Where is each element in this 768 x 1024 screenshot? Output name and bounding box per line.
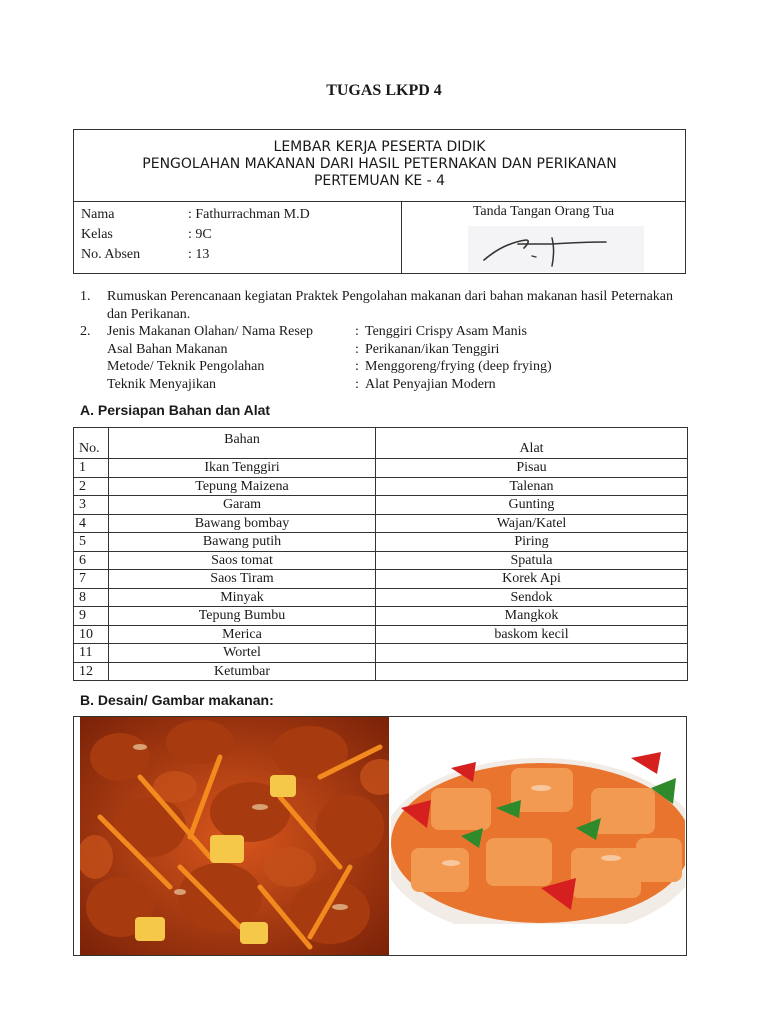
cell-no: 10 [74, 625, 109, 644]
cell-bahan: Bawang putih [109, 533, 376, 552]
table-row [74, 644, 688, 663]
plan-item-2 [80, 323, 680, 393]
signature-cell [402, 202, 685, 274]
plan-item-2-number: 2. [80, 324, 91, 339]
cell-alat: Mangkok [376, 607, 688, 626]
cell-bahan: Merica [109, 625, 376, 644]
cell-bahan: Garam [109, 496, 376, 515]
cell-bahan: Saos Tiram [109, 570, 376, 589]
table-row [74, 588, 688, 607]
identity-row-absen [81, 245, 401, 265]
heading-line-2: PENGOLAHAN MAKANAN DARI HASIL PETERNAKAN DAN PERIKANAN [142, 156, 617, 172]
table-row [74, 662, 688, 681]
cell-alat: Sendok [376, 588, 688, 607]
table-row [74, 459, 688, 478]
header-alat: Alat [376, 428, 688, 459]
cell-alat: Gunting [376, 496, 688, 515]
worksheet-heading [74, 130, 685, 202]
identity-section [74, 202, 685, 274]
cell-alat: baskom kecil [376, 625, 688, 644]
materials-tools-table [73, 427, 688, 681]
recipe-key: Metode/ Teknik Pengolahan [107, 359, 265, 374]
table-row [74, 533, 688, 552]
table-row [74, 607, 688, 626]
cell-alat [376, 662, 688, 681]
plan-section [80, 288, 680, 393]
table-header-row [74, 428, 688, 459]
recipe-separator: : [355, 324, 359, 339]
recipe-value: Perikanan/ikan Tenggiri [365, 341, 500, 357]
food-images-box [73, 716, 687, 956]
worksheet-header-box [73, 129, 686, 274]
table-row [74, 551, 688, 570]
cell-bahan: Ketumbar [109, 662, 376, 681]
recipe-value: Tenggiri Crispy Asam Manis [365, 324, 527, 339]
cell-no: 2 [74, 477, 109, 496]
identity-row-kelas [81, 225, 401, 245]
cell-bahan: Tepung Bumbu [109, 607, 376, 626]
absen-label: No. Absen [81, 247, 141, 262]
cell-no: 3 [74, 496, 109, 515]
cell-alat: Wajan/Katel [376, 514, 688, 533]
cell-bahan: Ikan Tenggiri [109, 459, 376, 478]
cell-no: 5 [74, 533, 109, 552]
header-bahan: Bahan [109, 428, 376, 459]
recipe-row [107, 376, 680, 394]
plan-item-1-number: 1. [80, 289, 91, 304]
cell-no: 7 [74, 570, 109, 589]
nama-value: : Fathurrachman M.D [188, 207, 310, 222]
cell-alat: Piring [376, 533, 688, 552]
cell-no: 11 [74, 644, 109, 663]
cell-no: 9 [74, 607, 109, 626]
cell-bahan: Wortel [109, 644, 376, 663]
plan-item-1 [80, 288, 680, 323]
table-row [74, 477, 688, 496]
cell-bahan: Saos tomat [109, 551, 376, 570]
cell-bahan: Minyak [109, 588, 376, 607]
recipe-value: Menggoreng/frying (deep frying) [365, 359, 552, 374]
recipe-row [107, 323, 680, 341]
table-row [74, 625, 688, 644]
table-row [74, 514, 688, 533]
kelas-value: : 9C [188, 227, 212, 242]
table-row [74, 570, 688, 589]
section-b-heading: B. Desain/ Gambar makanan: [80, 692, 274, 708]
section-a-heading: A. Persiapan Bahan dan Alat [80, 402, 271, 418]
cell-no: 6 [74, 551, 109, 570]
cell-alat: Pisau [376, 459, 688, 478]
kelas-label: Kelas [81, 227, 113, 242]
parent-signature [468, 226, 644, 272]
signature-label: Tanda Tangan Orang Tua [472, 204, 615, 219]
cell-no: 1 [74, 459, 109, 478]
recipe-value: Alat Penyajian Modern [365, 376, 496, 392]
recipe-key: Teknik Menyajikan [107, 376, 217, 392]
recipe-key: Asal Bahan Makanan [107, 341, 228, 357]
recipe-key: Jenis Makanan Olahan/ Nama Resep [107, 324, 314, 339]
sweet-sour-fish-photo-2 [391, 748, 685, 924]
recipe-separator: : [355, 376, 359, 392]
table-row [74, 496, 688, 515]
cell-alat: Korek Api [376, 570, 688, 589]
recipe-separator: : [355, 341, 359, 357]
identity-cell [74, 202, 402, 274]
cell-alat: Talenan [376, 477, 688, 496]
cell-bahan: Bawang bombay [109, 514, 376, 533]
nama-label: Nama [81, 207, 115, 222]
recipe-row [107, 358, 680, 376]
cell-no: 4 [74, 514, 109, 533]
page-title: TUGAS LKPD 4 [326, 82, 442, 99]
sweet-sour-fish-photo-1 [80, 717, 389, 955]
cell-alat: Spatula [376, 551, 688, 570]
heading-line-3: PERTEMUAN KE - 4 [313, 173, 446, 189]
recipe-separator: : [355, 359, 359, 374]
identity-row-nama [81, 205, 401, 225]
header-no: No. [74, 428, 109, 459]
cell-alat [376, 644, 688, 663]
plan-item-1-text: Rumuskan Perencanaan kegiatan Praktek Pengolahan makanan dari bahan makanan hasil Peternakan dan Perikanan. [107, 289, 674, 322]
cell-bahan: Tepung Maizena [109, 477, 376, 496]
heading-line-1: LEMBAR KERJA PESERTA DIDIK [273, 139, 486, 155]
absen-value: : 13 [188, 247, 210, 262]
cell-no: 12 [74, 662, 109, 681]
cell-no: 8 [74, 588, 109, 607]
recipe-details [107, 323, 680, 393]
recipe-row [107, 341, 680, 359]
